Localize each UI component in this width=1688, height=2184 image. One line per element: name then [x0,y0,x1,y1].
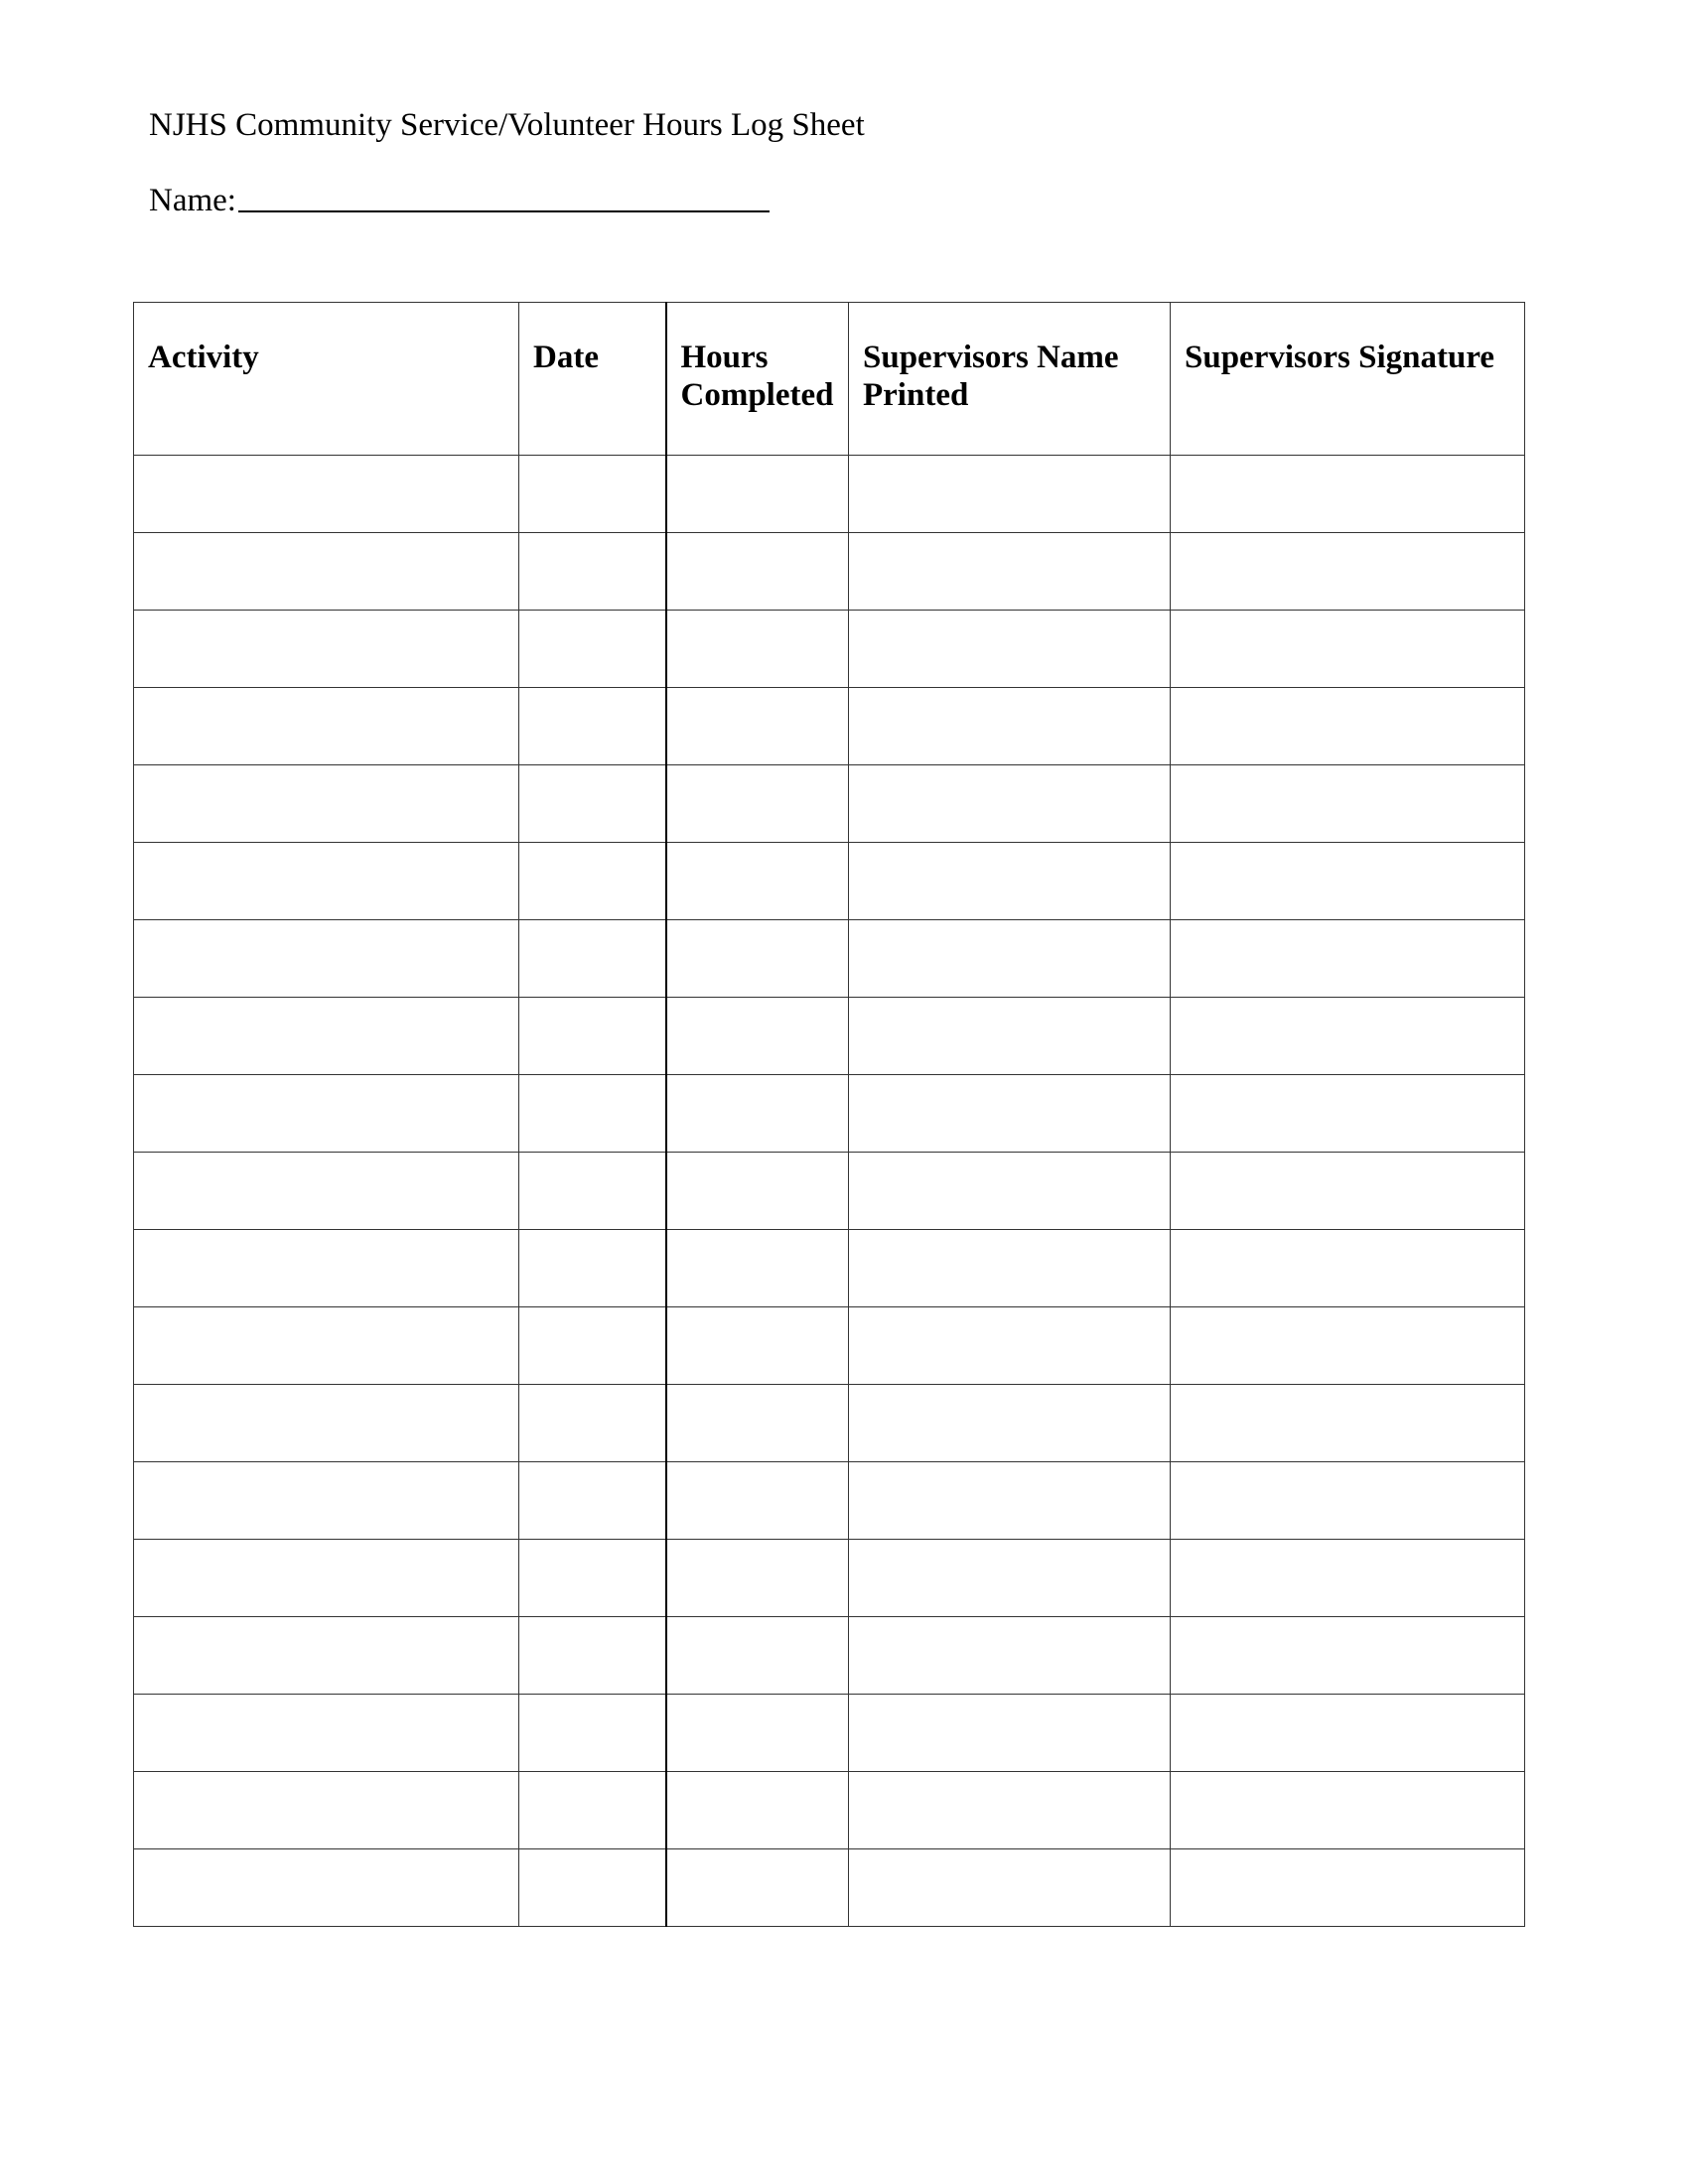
date-cell[interactable] [519,1617,666,1695]
supervisor-signature-cell[interactable] [1171,1772,1525,1849]
supervisor-signature-cell[interactable] [1171,765,1525,843]
supervisor-signature-cell[interactable] [1171,611,1525,688]
date-cell[interactable] [519,1772,666,1849]
supervisor-name-cell[interactable] [849,611,1171,688]
name-label: Name: [149,183,236,218]
activity-cell[interactable] [134,1617,519,1695]
supervisor-name-cell[interactable] [849,1153,1171,1230]
table-row [134,1385,1525,1462]
supervisor-name-cell[interactable] [849,1772,1171,1849]
hours-cell[interactable] [666,1617,849,1695]
supervisor-signature-cell[interactable] [1171,533,1525,611]
supervisor-signature-cell[interactable] [1171,1385,1525,1462]
date-cell[interactable] [519,1849,666,1927]
hours-cell[interactable] [666,456,849,533]
hours-cell[interactable] [666,1075,849,1153]
hours-cell[interactable] [666,611,849,688]
hours-cell[interactable] [666,1385,849,1462]
supervisor-name-cell[interactable] [849,688,1171,765]
hours-cell[interactable] [666,1153,849,1230]
activity-cell[interactable] [134,1385,519,1462]
supervisor-signature-cell[interactable] [1171,1849,1525,1927]
table-row [134,688,1525,765]
hours-cell[interactable] [666,765,849,843]
date-cell[interactable] [519,998,666,1075]
supervisor-name-cell[interactable] [849,765,1171,843]
table-row [134,1075,1525,1153]
hours-cell[interactable] [666,843,849,920]
activity-cell[interactable] [134,1849,519,1927]
table-row [134,456,1525,533]
table-row [134,1849,1525,1927]
supervisor-name-cell[interactable] [849,456,1171,533]
supervisor-signature-cell[interactable] [1171,1617,1525,1695]
supervisor-signature-cell[interactable] [1171,1695,1525,1772]
hours-cell[interactable] [666,1462,849,1540]
activity-cell[interactable] [134,533,519,611]
supervisor-name-cell[interactable] [849,1617,1171,1695]
supervisor-name-cell[interactable] [849,1075,1171,1153]
date-cell[interactable] [519,765,666,843]
hours-log-table [133,302,1525,1927]
supervisor-signature-cell[interactable] [1171,1230,1525,1307]
hours-cell[interactable] [666,1849,849,1927]
name-blank-line[interactable] [238,210,770,212]
table-row [134,998,1525,1075]
supervisor-signature-cell[interactable] [1171,998,1525,1075]
activity-cell[interactable] [134,1153,519,1230]
table-row [134,920,1525,998]
activity-cell[interactable] [134,765,519,843]
table-row [134,765,1525,843]
hours-cell[interactable] [666,533,849,611]
supervisor-signature-cell[interactable] [1171,1307,1525,1385]
hours-cell[interactable] [666,1230,849,1307]
activity-cell[interactable] [134,998,519,1075]
date-cell[interactable] [519,920,666,998]
header-row [134,303,1525,456]
activity-cell[interactable] [134,688,519,765]
date-cell[interactable] [519,533,666,611]
table-row [134,1617,1525,1695]
date-cell[interactable] [519,843,666,920]
date-cell[interactable] [519,1153,666,1230]
supervisor-signature-cell[interactable] [1171,1153,1525,1230]
table-row [134,1153,1525,1230]
hours-cell[interactable] [666,688,849,765]
date-cell[interactable] [519,688,666,765]
column-header-supervisors-name: Supervisors Name Printed [849,303,1171,456]
date-cell[interactable] [519,1385,666,1462]
activity-cell[interactable] [134,1772,519,1849]
supervisor-signature-cell[interactable] [1171,456,1525,533]
table-row [134,1772,1525,1849]
activity-cell[interactable] [134,611,519,688]
supervisor-name-cell[interactable] [849,920,1171,998]
activity-cell[interactable] [134,1307,519,1385]
table-row [134,533,1525,611]
date-cell[interactable] [519,456,666,533]
table-row [134,1540,1525,1617]
column-header-date: Date [519,303,666,456]
date-cell[interactable] [519,1540,666,1617]
date-cell[interactable] [519,1462,666,1540]
supervisor-name-cell[interactable] [849,1695,1171,1772]
supervisor-signature-cell[interactable] [1171,920,1525,998]
supervisor-name-cell[interactable] [849,1849,1171,1927]
date-cell[interactable] [519,1307,666,1385]
table-row [134,1230,1525,1307]
supervisor-name-cell[interactable] [849,1462,1171,1540]
activity-cell[interactable] [134,843,519,920]
supervisor-signature-cell[interactable] [1171,843,1525,920]
name-field [149,183,770,219]
supervisor-name-cell[interactable] [849,843,1171,920]
hours-cell[interactable] [666,920,849,998]
supervisor-name-cell[interactable] [849,1385,1171,1462]
supervisor-name-cell[interactable] [849,1540,1171,1617]
supervisor-signature-cell[interactable] [1171,1075,1525,1153]
supervisor-signature-cell[interactable] [1171,1540,1525,1617]
supervisor-signature-cell[interactable] [1171,1462,1525,1540]
activity-cell[interactable] [134,456,519,533]
table-row [134,1307,1525,1385]
date-cell[interactable] [519,1695,666,1772]
column-header-activity: Activity [134,303,519,456]
table-row [134,843,1525,920]
table-body [134,456,1525,1927]
table-row [134,1462,1525,1540]
supervisor-name-cell[interactable] [849,998,1171,1075]
activity-cell[interactable] [134,1075,519,1153]
supervisor-name-cell[interactable] [849,1307,1171,1385]
activity-cell[interactable] [134,1462,519,1540]
date-cell[interactable] [519,1075,666,1153]
date-cell[interactable] [519,611,666,688]
activity-cell[interactable] [134,1540,519,1617]
supervisor-name-cell[interactable] [849,1230,1171,1307]
hours-cell[interactable] [666,1695,849,1772]
activity-cell[interactable] [134,1695,519,1772]
document-title: NJHS Community Service/Volunteer Hours Log Sheet [149,107,865,143]
activity-cell[interactable] [134,1230,519,1307]
supervisor-signature-cell[interactable] [1171,688,1525,765]
column-header-hours-completed: Hours Completed [666,303,849,456]
hours-cell[interactable] [666,1772,849,1849]
supervisor-name-cell[interactable] [849,533,1171,611]
hours-cell[interactable] [666,1307,849,1385]
column-header-supervisors-signature: Supervisors Signature [1171,303,1525,456]
table-row [134,611,1525,688]
hours-cell[interactable] [666,998,849,1075]
activity-cell[interactable] [134,920,519,998]
date-cell[interactable] [519,1230,666,1307]
table-row [134,1695,1525,1772]
hours-cell[interactable] [666,1540,849,1617]
